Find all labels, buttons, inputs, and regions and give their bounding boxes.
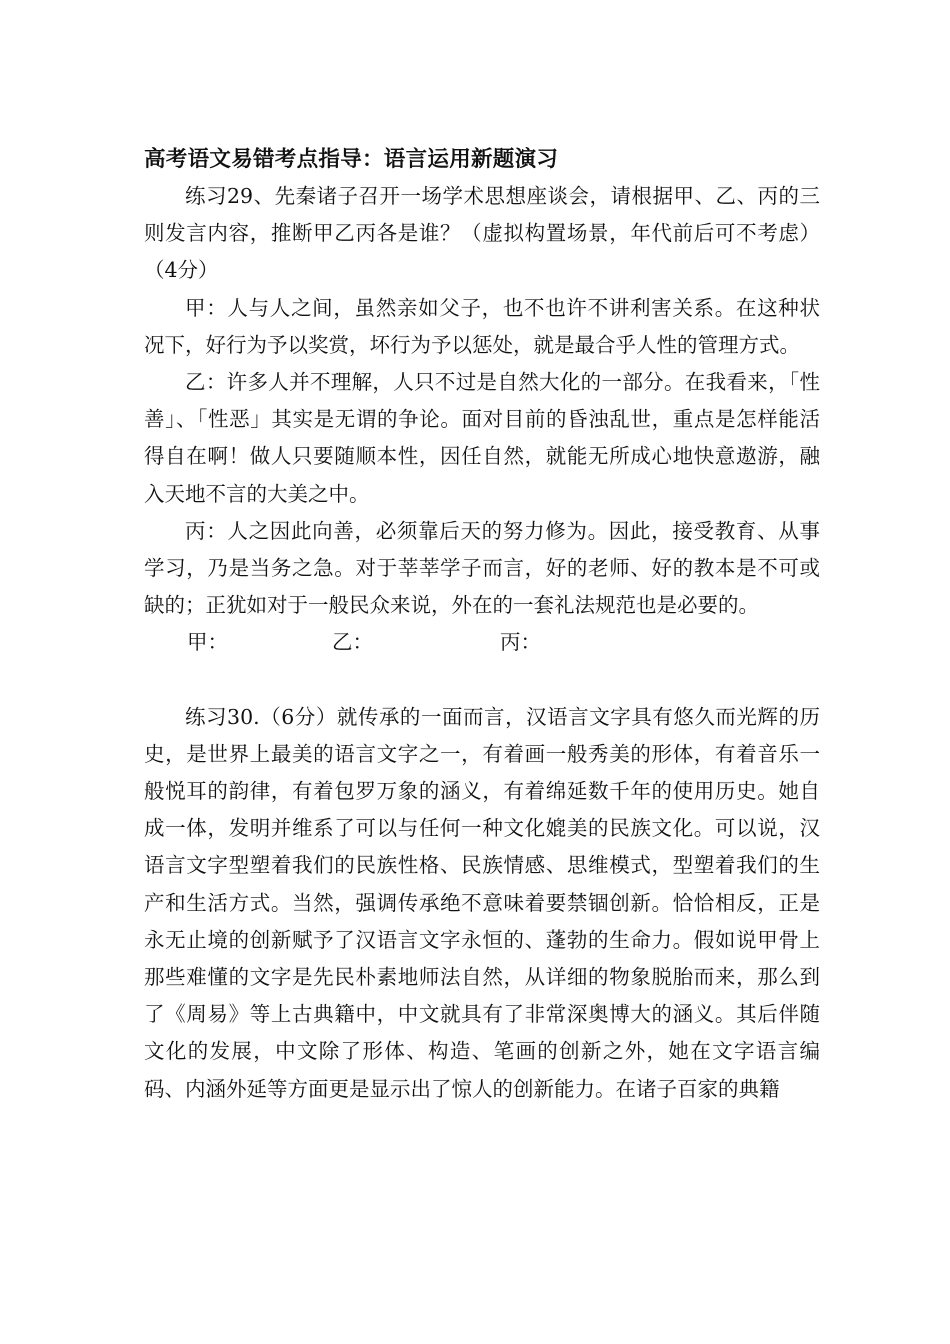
blank-line	[144, 662, 820, 699]
document-page	[144, 142, 820, 1108]
answer-label-bing: 丙：	[500, 630, 541, 655]
exercise-29-statement-yi: 乙：许多人并不理解，人只不过是自然大化的一部分。在我看来，「性善」、「性恶」其实是无谓的争论。面对目前的昏浊乱世，重点是怎样能活得自在啊！做人只要随顺本性，因任自然，就能无所成心地快意遨游，融入天地不言的大美之中。	[144, 370, 820, 506]
exercise-30-text: 练习30.（6分）就传承的一面而言，汉语言文字具有悠久而光辉的历史，是世界上最美的语言文字之一，有着画一般秀美的形体，有着音乐一般悦耳的韵律，有着包罗万象的涵义，有着绵延数千年的使用历史。她自成一体，发明并维系了可以与任何一种文化媲美的民族文化。可以说，汉语言文字型塑着我们的民族性格、民族情感、思维模式，型塑着我们的生产和生活方式。当然，强调传承绝不意味着要禁锢创新。恰恰相反，正是永无止境的创新赋予了汉语言文字永恒的、蓬勃的生命力。假如说甲骨上那些难懂的文字是先民朴素地师法自然，从详细的物象脱胎而来，那么到了《周易》等上古典籍中，中文就具有了非常深奥博大的涵义。其后伴随文化的发展，中文除了形体、构造、笔画的创新之外，她在文字语言编码、内涵外延等方面更是显示出了惊人的创新能力。在诸子百家的典籍	[144, 704, 820, 1101]
document-title: 高考语文易错考点指导：语言运用新题演习	[144, 147, 559, 172]
exercise-29-answer-line	[144, 624, 820, 661]
exercise-29-statement-jia: 甲：人与人之间，虽然亲如父子，也不也许不讲利害关系。在这种状况下，好行为予以奖赏，坏行为予以惩处，就是最合乎人性的管理方式。	[144, 295, 820, 357]
answer-label-yi: 乙：	[332, 630, 373, 655]
answer-label-jia: 甲：	[187, 630, 228, 655]
exercise-29-statement-bing: 丙：人之因此向善，必须靠后天的努力修为。因此，接受教育、从事学习，乃是当务之急。对于莘莘学子而言，好的老师、好的教本是不可或缺的；正犹如对于一般民众来说，外在的一套礼法规范也是必要的。	[144, 518, 820, 618]
exercise-29-prompt: 练习29、先秦诸子召开一场学术思想座谈会，请根据甲、乙、丙的三则发言内容，推断甲乙丙各是谁？（虚拟构置场景，年代前后可不考虑）（4分）	[144, 184, 820, 283]
